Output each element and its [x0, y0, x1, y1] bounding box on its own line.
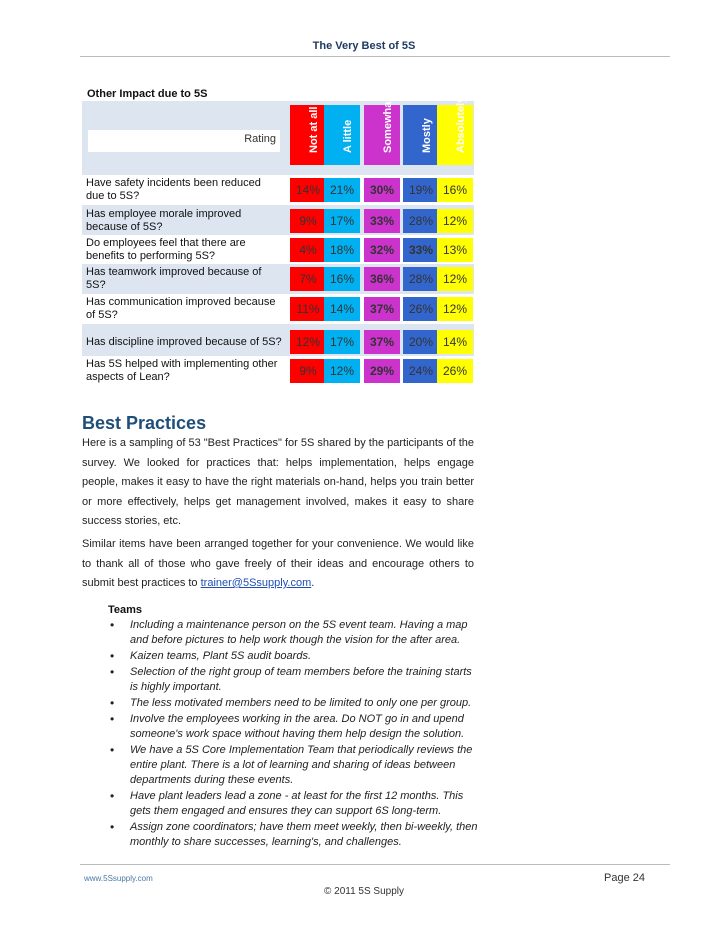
list-item: • Kaizen teams, Plant 5S audit boards.: [108, 649, 478, 664]
thanks-text: Similar items have been arranged together for your convenience. We would like to thank all of those who gave freely of their ideas and encourage others to submit best practices to: [82, 538, 474, 589]
impact-rating-table: [82, 96, 474, 384]
rating-cell: 13%: [437, 238, 473, 262]
row-question: Has communication improved because of 5S?: [86, 296, 276, 321]
table-row: [82, 356, 474, 386]
document-title: The Very Best of 5S: [312, 40, 416, 52]
rating-cell: 12%: [324, 359, 360, 383]
rating-cell: 37%: [364, 330, 400, 354]
rating-cell: 17%: [324, 330, 360, 354]
rating-cell: 28%: [403, 267, 439, 291]
teams-bullet-list: [108, 618, 478, 851]
row-question: Has discipline improved because of 5S?: [86, 336, 282, 348]
rating-cell: 9%: [290, 209, 326, 233]
list-item: • Selection of the right group of team members before the training starts is highly important.: [108, 665, 478, 695]
rating-cell: 20%: [403, 330, 439, 354]
footer-divider: [80, 864, 670, 865]
rating-cell: 28%: [403, 209, 439, 233]
rating-header-label: Rating: [244, 133, 276, 145]
rating-cell: 36%: [364, 267, 400, 291]
rating-header-cell: [88, 130, 280, 152]
rating-cell: 21%: [324, 178, 360, 202]
rating-cell: 12%: [437, 267, 473, 291]
thanks-end: .: [311, 577, 315, 589]
rating-cell: 33%: [364, 209, 400, 233]
row-question: Has teamwork improved because of 5S?: [86, 266, 262, 291]
column-header: [324, 105, 360, 165]
row-question: Has 5S helped with implementing other aspects of Lean?: [86, 358, 278, 383]
rating-cell: 24%: [403, 359, 439, 383]
rating-cell: 37%: [364, 297, 400, 321]
list-item: • Involve the employees working in the area. Do NOT go in and upend someone's work space without having them help design the solution.: [108, 712, 478, 742]
row-question: Has employee morale improved because of 5S?: [86, 208, 242, 233]
column-header-label: Mostly: [421, 118, 433, 153]
column-header-label: A little: [342, 119, 354, 153]
row-question: Have safety incidents been reduced due to 5S?: [86, 177, 261, 202]
rating-cell: 30%: [364, 178, 400, 202]
rating-cell: 12%: [437, 209, 473, 233]
column-header: [403, 105, 439, 165]
footer-copyright: © 2011 5S Supply: [323, 886, 404, 897]
rating-cell: 11%: [290, 297, 326, 321]
header-divider: [80, 56, 670, 57]
column-header-label: Somewhat: [382, 97, 394, 153]
page-number: Page 24: [604, 872, 645, 884]
rating-cell: 26%: [437, 359, 473, 383]
rating-cell: 7%: [290, 267, 326, 291]
best-practices-intro: Here is a sampling of 53 "Best Practices" for 5S shared by the participants of the survey. We looked for practices that: helps implementation, helps engage people, makes it easy to have the right materials on-hand, helps you train better or more effectively, helps get management involved, makes it easy to share success stories, etc.: [82, 437, 474, 527]
rating-cell: 33%: [403, 238, 439, 262]
rating-cell: 12%: [290, 330, 326, 354]
rating-cell: 14%: [324, 297, 360, 321]
rating-cell: 14%: [290, 178, 326, 202]
rating-cell: 17%: [324, 209, 360, 233]
rating-cell: 29%: [364, 359, 400, 383]
table-row: [82, 206, 474, 236]
table-row: [82, 264, 474, 294]
email-link[interactable]: trainer@5Ssupply.com: [200, 577, 312, 589]
table-row: [82, 327, 474, 357]
impact-section-title: Other Impact due to 5S: [87, 88, 208, 100]
best-practices-thanks: [82, 535, 474, 594]
column-header-label: Absolutely: [455, 96, 467, 153]
rating-cell: 26%: [403, 297, 439, 321]
list-item: • Assign zone coordinators; have them meet weekly, then bi-weekly, then monthly to share successes, learning's, and challenges.: [108, 820, 478, 850]
list-item: • The less motivated members need to be limited to only one per group.: [108, 696, 478, 711]
table-row: [82, 235, 474, 265]
column-header: [437, 96, 473, 165]
table-row: [82, 294, 474, 324]
rating-cell: 18%: [324, 238, 360, 262]
teams-heading: Teams: [108, 604, 143, 616]
table-row: [82, 175, 474, 205]
rating-cell: 4%: [290, 238, 326, 262]
column-header-label: Not at all: [308, 106, 320, 153]
rating-cell: 14%: [437, 330, 473, 354]
rating-cell: 12%: [437, 297, 473, 321]
list-item: • We have a 5S Core Implementation Team that periodically reviews the entire plant. There is a lot of learning and sharing of ideas between departments during these events.: [108, 743, 478, 788]
list-item: • Including a maintenance person on the 5S event team. Having a map and before pictures to help work though the vision for the after area.: [108, 618, 478, 648]
rating-cell: 9%: [290, 359, 326, 383]
rating-cell: 16%: [324, 267, 360, 291]
list-item: • Have plant leaders lead a zone - at least for the first 12 months. This gets them engaged and ensures they can support 6S long-term.: [108, 789, 478, 819]
rating-cell: 32%: [364, 238, 400, 262]
column-header: [290, 105, 326, 165]
footer-url[interactable]: www.5Ssupply.com: [84, 874, 153, 883]
rating-cell: 16%: [437, 178, 473, 202]
best-practices-heading: Best Practices: [82, 413, 207, 433]
row-question: Do employees feel that there are benefits to performing 5S?: [86, 237, 246, 262]
column-header: [364, 97, 400, 165]
rating-cell: 19%: [403, 178, 439, 202]
